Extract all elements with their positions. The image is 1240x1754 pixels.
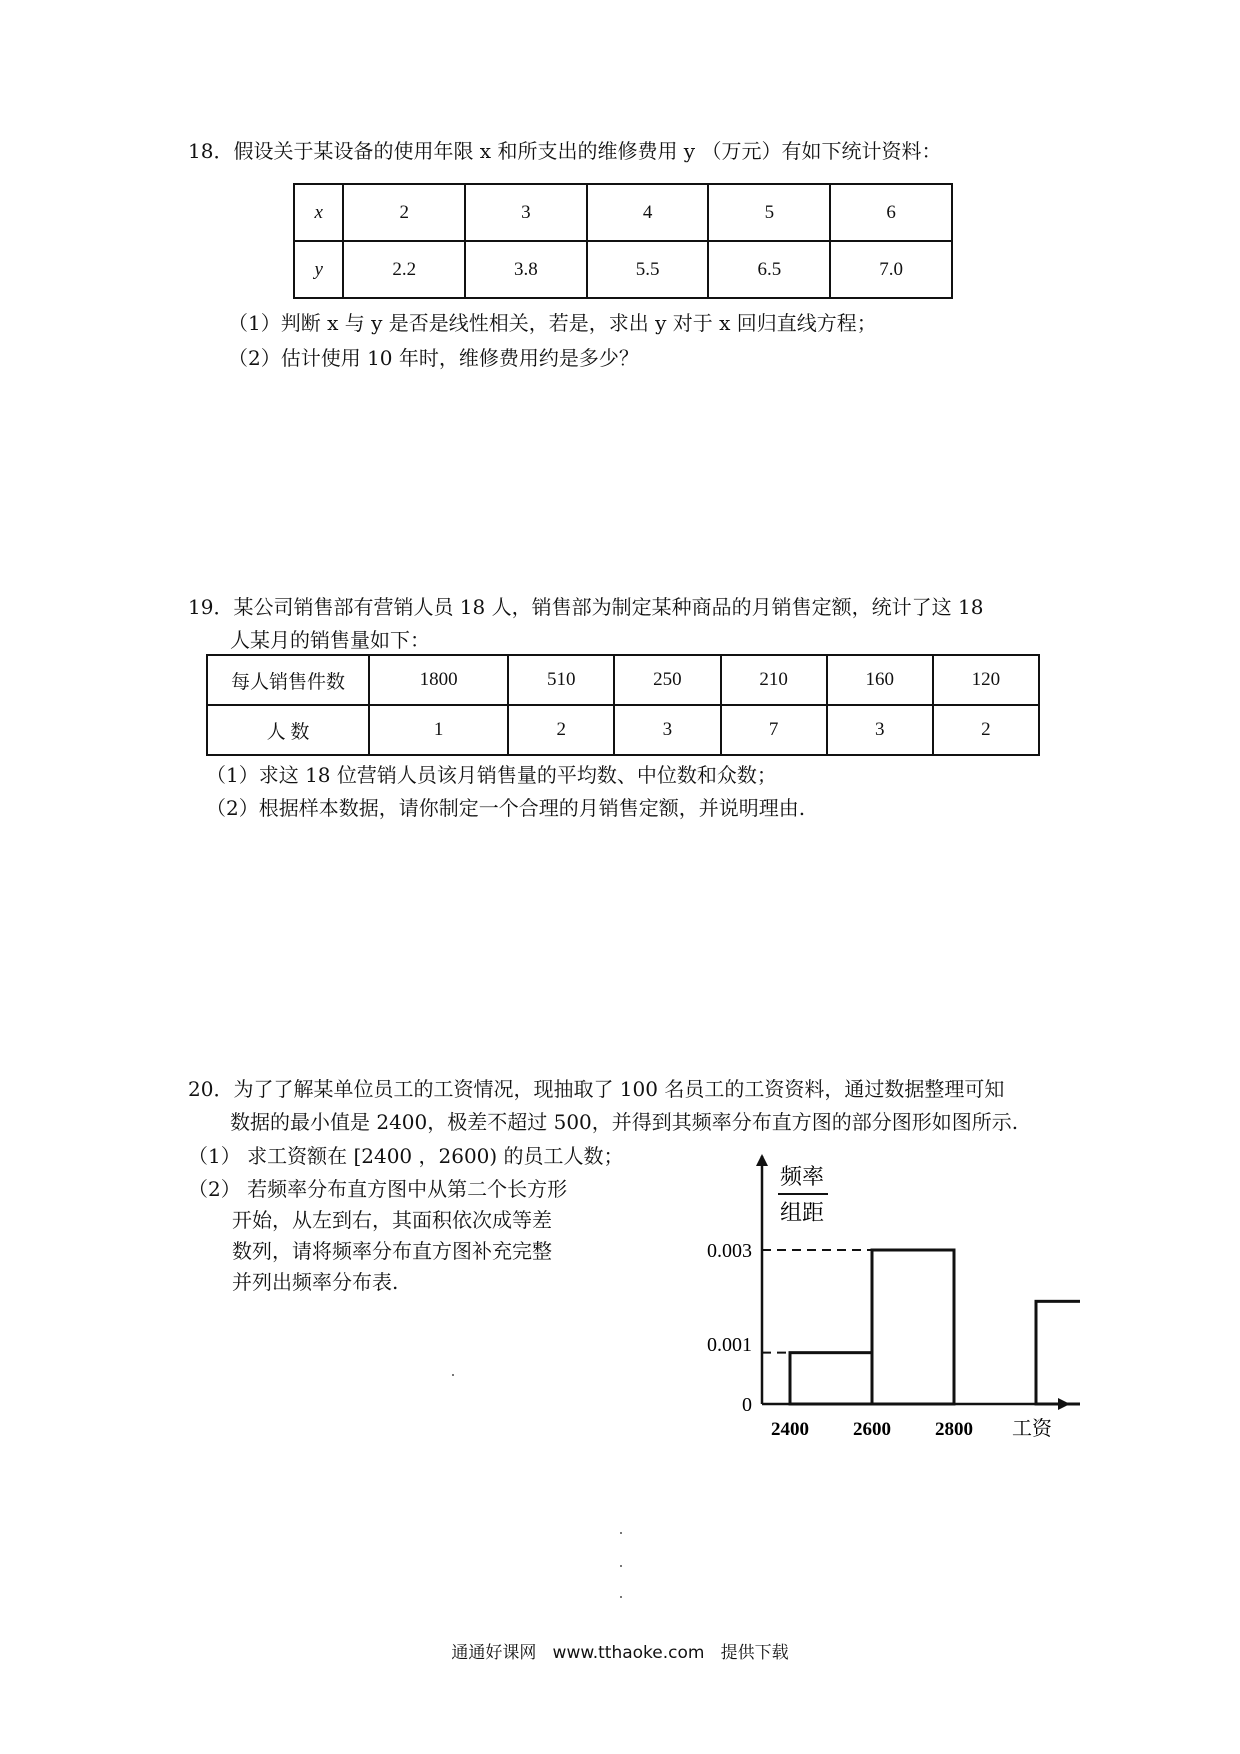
table-cell: 5 — [708, 184, 830, 241]
x-axis-label: 工资 — [1012, 1416, 1052, 1440]
table-cell: 6.5 — [708, 241, 830, 298]
scan-speck — [620, 1565, 622, 1567]
table-cell: 160 — [827, 655, 933, 705]
y-tick-label: 0.001 — [707, 1334, 752, 1356]
page-footer: 通通好课网 www.tthaoke.com 提供下载 — [451, 1643, 789, 1663]
table-cell: 7.0 — [830, 241, 952, 298]
table-cell: 每人销售件数 — [207, 655, 369, 705]
q19-part2: （2）根据样本数据，请你制定一个合理的月销售定额，并说明理由. — [206, 796, 806, 820]
y-tick-label: 0.003 — [707, 1240, 752, 1262]
frequency-histogram — [660, 1140, 1080, 1450]
table-cell: 3 — [465, 184, 587, 241]
q19-part1: （1）求这 18 位营销人员该月销售量的平均数、中位数和众数； — [206, 763, 777, 787]
x-tick-label: 2800 — [935, 1419, 973, 1440]
table-cell: y — [294, 241, 343, 298]
table-cell: 1800 — [369, 655, 508, 705]
table-cell: 5.5 — [587, 241, 709, 298]
table-cell: 2 — [933, 705, 1039, 755]
histogram-bar — [1036, 1301, 1080, 1404]
table-cell: 3 — [827, 705, 933, 755]
table-cell: 250 — [614, 655, 720, 705]
y-tick-label: 0 — [742, 1394, 752, 1416]
table-cell: 3.8 — [465, 241, 587, 298]
q20-part1: （1） 求工资额在 [2400 ，2600) 的员工人数； — [188, 1144, 624, 1168]
table-cell: 4 — [587, 184, 709, 241]
q18-part1: （1）判断 x 与 y 是否是线性相关，若是，求出 y 对于 x 回归直线方程； — [228, 311, 877, 335]
x-tick-label: 2600 — [853, 1419, 891, 1440]
scan-speck — [620, 1532, 622, 1534]
q18-stem: 18．假设关于某设备的使用年限 x 和所支出的维修费用 y （万元）有如下统计资料： — [188, 139, 942, 163]
ylabel-denominator: 组距 — [779, 1201, 825, 1226]
q19-stem-line1: 19．某公司销售部有营销人员 18 人，销售部为制定某种商品的月销售定额，统计了这 18 — [188, 595, 984, 619]
histogram-bar — [790, 1353, 872, 1404]
table-row — [294, 184, 952, 241]
q20-part2-line1: （2） 若频率分布直方图中从第二个长方形 — [188, 1177, 568, 1201]
table-cell: 1 — [369, 705, 508, 755]
table-cell: 3 — [614, 705, 720, 755]
q19-table — [206, 654, 1040, 756]
q20-part2-line2: 开始，从左到右，其面积依次成等差 — [232, 1208, 552, 1232]
q20-part2-line4: 并列出频率分布表. — [232, 1270, 399, 1294]
table-cell: 人 数 — [207, 705, 369, 755]
histogram-bar — [872, 1250, 954, 1404]
table-cell: 2.2 — [343, 241, 465, 298]
table-cell: 2 — [508, 705, 614, 755]
table-row — [207, 655, 1039, 705]
scan-speck — [620, 1596, 622, 1598]
q19-stem-line2: 人某月的销售量如下： — [230, 628, 430, 652]
table-row — [207, 705, 1039, 755]
table-row — [294, 241, 952, 298]
ylabel-numerator: 频率 — [779, 1165, 825, 1190]
x-tick-label: 2400 — [771, 1419, 809, 1440]
table-cell: 6 — [830, 184, 952, 241]
q20-stem-line1: 20．为了了解某单位员工的工资情况，现抽取了 100 名员工的工资资料，通过数据整理可知 — [188, 1077, 1005, 1101]
q20-stem-line2: 数据的最小值是 2400，极差不超过 500，并得到其频率分布直方图的部分图形如图所示. — [230, 1110, 1019, 1134]
q18-table — [293, 183, 953, 299]
table-cell: 120 — [933, 655, 1039, 705]
q20-part2-line3: 数列，请将频率分布直方图补充完整 — [232, 1239, 552, 1263]
table-cell: 210 — [721, 655, 827, 705]
table-cell: 7 — [721, 705, 827, 755]
q18-part2: （2）估计使用 10 年时，维修费用约是多少？ — [228, 346, 639, 370]
scan-speck — [452, 1374, 454, 1376]
table-cell: 510 — [508, 655, 614, 705]
bars-group — [790, 1250, 1080, 1404]
table-cell: 2 — [343, 184, 465, 241]
table-cell: x — [294, 184, 343, 241]
